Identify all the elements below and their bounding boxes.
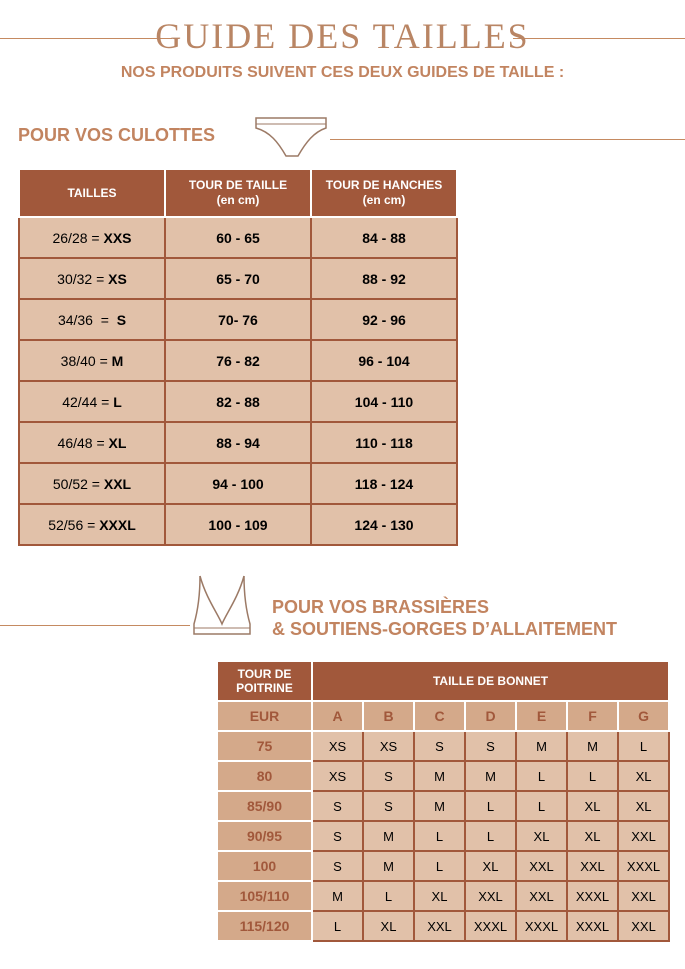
size-cell: 52/56 = XXXL [19,504,165,545]
waist-cell: 65 - 70 [165,258,311,299]
hips-cell: 124 - 130 [311,504,457,545]
size-cell: XL [567,821,618,851]
band-label: 100 [217,851,312,881]
size-cell: 30/32 = XS [19,258,165,299]
table-row [217,791,669,821]
size-cell: XXXL [618,851,669,881]
table-row [19,340,457,381]
size-cell: XXL [618,821,669,851]
size-cell: XL [567,791,618,821]
size-cell: XL [516,821,567,851]
table-row [217,821,669,851]
size-cell: XXL [567,851,618,881]
size-cell: 26/28 = XXS [19,217,165,258]
table-row [19,217,457,258]
bra-size-table [216,660,670,942]
size-cell: XL [363,911,414,941]
cup-label: D [465,701,516,731]
size-cell: XS [312,761,363,791]
table-row [217,731,669,761]
size-cell: XXXL [465,911,516,941]
size-cell: 46/48 = XL [19,422,165,463]
size-cell: M [363,821,414,851]
size-cell: XL [618,791,669,821]
size-cell: S [465,731,516,761]
size-cell: XL [618,761,669,791]
col-header-tour-taille: TOUR DE TAILLE (en cm) [165,169,311,217]
size-cell: S [312,791,363,821]
table-row [19,463,457,504]
table-row [217,761,669,791]
size-cell: XXL [618,881,669,911]
size-cell: L [414,821,465,851]
brassieres-heading-1: POUR VOS BRASSIÈRES [272,597,490,617]
size-cell: L [516,791,567,821]
table-row [217,911,669,941]
size-cell: 34/36 = S [19,299,165,340]
culottes-heading: POUR VOS CULOTTES [18,125,216,145]
size-cell: M [516,731,567,761]
table-row [217,851,669,881]
hips-cell: 92 - 96 [311,299,457,340]
waist-cell: 100 - 109 [165,504,311,545]
size-cell: 38/40 = M [19,340,165,381]
waist-cell: 94 - 100 [165,463,311,504]
band-label: 90/95 [217,821,312,851]
size-cell: 50/52 = XXL [19,463,165,504]
table-row [19,258,457,299]
size-cell: S [312,851,363,881]
hips-cell: 118 - 124 [311,463,457,504]
eur-label: EUR [217,701,312,731]
band-label: 115/120 [217,911,312,941]
col-header-tour-poitrine: TOUR DE POITRINE [217,661,312,701]
size-cell: L [465,821,516,851]
size-cell: XL [465,851,516,881]
col-header-tailles: TAILLES [19,169,165,217]
size-cell: M [363,851,414,881]
waist-cell: 70- 76 [165,299,311,340]
hips-cell: 96 - 104 [311,340,457,381]
table-row [217,881,669,911]
size-cell: XXXL [567,881,618,911]
hips-cell: 110 - 118 [311,422,457,463]
size-cell: XXL [414,911,465,941]
size-cell: L [312,911,363,941]
waist-cell: 88 - 94 [165,422,311,463]
size-cell: XXXL [516,911,567,941]
size-cell: L [567,761,618,791]
size-cell: M [414,761,465,791]
size-cell: S [363,761,414,791]
size-cell: XXL [516,881,567,911]
waist-cell: 76 - 82 [165,340,311,381]
table-row [19,422,457,463]
waist-cell: 60 - 65 [165,217,311,258]
band-label: 75 [217,731,312,761]
waist-cell: 82 - 88 [165,381,311,422]
cup-header-row [217,701,669,731]
cup-label: B [363,701,414,731]
band-label: 80 [217,761,312,791]
size-cell: S [363,791,414,821]
table-row [19,381,457,422]
culottes-rule [330,139,685,140]
brassieres-heading-2: & SOUTIENS-GORGES D’ALLAITEMENT [272,619,618,639]
size-cell: L [414,851,465,881]
size-cell: M [414,791,465,821]
table-row [19,504,457,545]
hips-cell: 88 - 92 [311,258,457,299]
size-cell: L [618,731,669,761]
size-cell: S [414,731,465,761]
cup-label: A [312,701,363,731]
page-subtitle: NOS PRODUITS SUIVENT CES DEUX GUIDES DE TAILLE : [120,64,565,81]
col-header-tour-hanches: TOUR DE HANCHES (en cm) [311,169,457,217]
cup-label: E [516,701,567,731]
size-cell: XXL [618,911,669,941]
size-cell: M [567,731,618,761]
size-cell: S [312,821,363,851]
cup-label: C [414,701,465,731]
panties-icon [252,114,332,160]
size-cell: L [516,761,567,791]
page-title: GUIDE DES TAILLES [155,16,530,56]
size-cell: 42/44 = L [19,381,165,422]
culottes-size-table [18,168,458,546]
hips-cell: 104 - 110 [311,381,457,422]
cup-label: G [618,701,669,731]
size-cell: XXL [516,851,567,881]
brassieres-rule [0,625,190,626]
band-label: 105/110 [217,881,312,911]
size-cell: L [363,881,414,911]
bra-icon [190,574,254,640]
size-cell: XXL [465,881,516,911]
size-cell: XS [363,731,414,761]
size-cell: XS [312,731,363,761]
size-cell: XL [414,881,465,911]
band-label: 85/90 [217,791,312,821]
hips-cell: 84 - 88 [311,217,457,258]
size-cell: L [465,791,516,821]
table-row [19,299,457,340]
size-cell: M [465,761,516,791]
size-cell: M [312,881,363,911]
cup-label: F [567,701,618,731]
col-header-taille-bonnet: TAILLE DE BONNET [312,661,669,701]
size-cell: XXXL [567,911,618,941]
